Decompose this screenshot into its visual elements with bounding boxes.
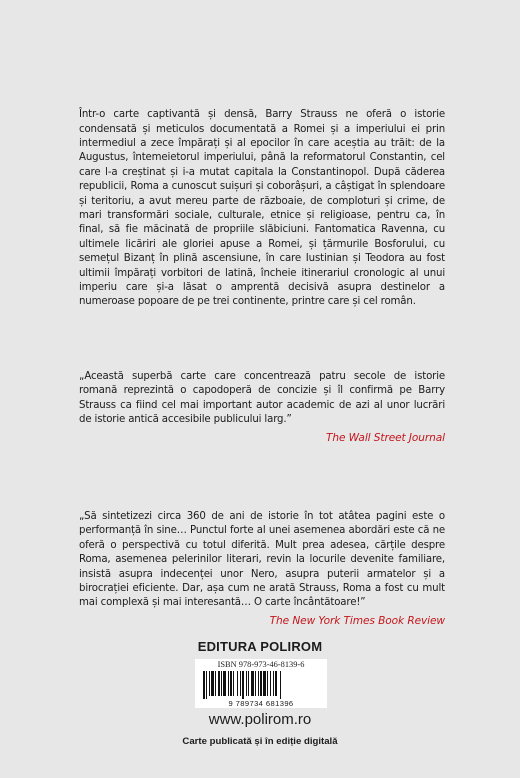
publisher-name: EDITURA POLIROM [197, 639, 323, 654]
barcode-bar [218, 671, 220, 696]
barcode-bar [223, 671, 226, 696]
barcode-digits: 9 789734 681396 [228, 699, 294, 708]
barcode-bar [255, 671, 256, 696]
isbn-label: ISBN 978-973-46-8139-6 [217, 660, 305, 669]
barcode-bar [270, 671, 271, 696]
review-source: The Wall Street Journal [325, 431, 445, 444]
barcode-bar [280, 671, 281, 699]
barcode-bar [267, 671, 268, 696]
barcode-bar [263, 671, 266, 696]
digital-edition-note: Carte publicată și în ediție digitală [182, 736, 338, 747]
review-quote-nytbr [79, 510, 445, 628]
barcode-bar [211, 671, 214, 696]
barcode-bar [248, 671, 249, 696]
barcode-bar [233, 671, 234, 696]
review-quote-wsj [79, 370, 445, 445]
barcode-bar [203, 671, 205, 699]
barcode-bar [251, 671, 254, 696]
barcode-bar [240, 671, 241, 696]
barcode-bar [228, 671, 229, 696]
barcode-bar [237, 671, 238, 696]
barcode-bar [221, 671, 222, 696]
barcode-bar [258, 671, 259, 696]
barcode-bar [246, 671, 247, 696]
barcode-bar [230, 671, 232, 696]
barcode-bar [215, 671, 216, 696]
barcode-bar [209, 671, 210, 696]
review-quote-text: „Să sintetizezi circa 360 de ani de istorie în tot atâtea pagini este o performanță în sine… Punctul forte al unei asemenea abordări este că ne oferă o perspectivă cu totul diferită. Mult prea adesea, cărțile despre Roma, asemenea pelerinilor literari, revin la locurile devenite familiare, insistă asupra indecenței unor Nero, asupra puterii armatelor și a birocrației eficiente. Dar, așa cum ne arată Strauss, Roma a fost cu mult mai complexă și mai interesantă… O carte încântătoare!” [79, 511, 445, 609]
barcode-bar [206, 671, 207, 699]
publisher-website: www.polirom.ro [208, 711, 312, 728]
barcode-bar [273, 671, 274, 696]
barcode-bar [275, 671, 277, 696]
barcode-bar [242, 671, 244, 699]
review-quote-text: „Această superbă carte care concentrează patru secole de istorie romană reprezintă o capodoperă de concizie și îl confirmă pe Barry Strauss ca fiind cel mai important autor academic de azi al unor lucrări de istorie antică accesibile publicului larg.” [79, 371, 445, 426]
barcode-image [201, 671, 321, 699]
isbn-barcode-block [195, 659, 327, 708]
barcode-bar [260, 671, 262, 696]
book-description: Într-o carte captivantă și densă, Barry Strauss ne oferă o istorie condensată și meticulos documentată a Romei și a imperiului ei prin intermediul a zece împărați și al epocilor în care aceștia au trăit: de la Augustus, întemeietorul imperiului, până la reformatorul Constantin, cel care l-a creștinat și i-a mutat capitala la Constantinopol. După căderea republicii, Roma a cunoscut suișuri și coborâșuri, a câștigat în splendoare și teritoriu, a avut mereu parte de războaie, de comploturi și crime, de mari transformări sociale, culturale, etnice și religioase, pentru ca, în final, să fie măcinată de propriile slăbiciuni. Fantomatica Ravenna, cu ultimele licăriri ale gloriei apuse a Romei, și țărmurile Bosforului, cu semețul Bizanț în plină ascensiune, în care Iustinian și Teodora au fost ultimii împărați vorbitori de latină, încheie itinerariul cronologic al unui imperiu care și-a lăsat o amprentă decisivă asupra destinelor a numeroase popoare de pe trei continente, printre care și cel român. [79, 109, 445, 308]
review-source: The New York Times Book Review [269, 614, 445, 627]
